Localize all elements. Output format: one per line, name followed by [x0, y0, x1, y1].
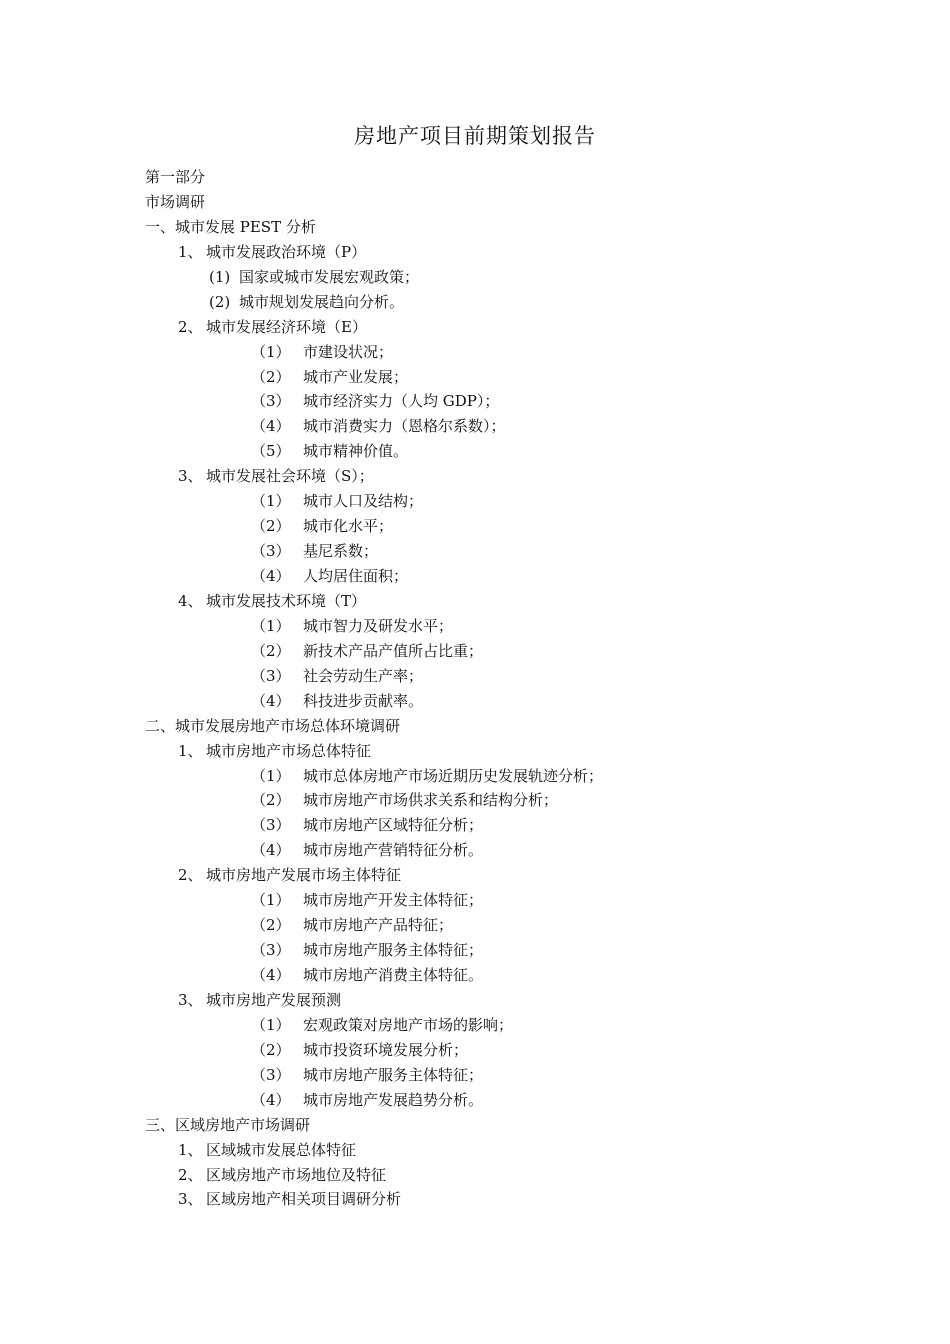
subitem-number: （4） [251, 966, 291, 984]
outline-item [145, 988, 905, 1013]
subitem-text: 城市人口及结构； [303, 492, 424, 511]
subitem-number: （1） [251, 766, 291, 785]
subitem-text: 城市智力及研发水平； [303, 616, 454, 635]
outline-subitem [145, 963, 905, 988]
outline-subitem [145, 938, 905, 963]
outline-subitem [145, 265, 905, 290]
outline-subitem [145, 340, 905, 365]
outline-subitem [145, 389, 905, 414]
subitem-number: （4） [251, 417, 291, 436]
subitem-number: （3） [251, 542, 291, 561]
outline-item [145, 1138, 905, 1163]
outline-item [145, 464, 905, 489]
outline [145, 165, 905, 1212]
item-number: 3、 [178, 990, 203, 1009]
subitem-number: （3） [251, 941, 291, 960]
subitem-text: 城市房地产消费主体特征。 [303, 966, 484, 984]
subitem-text: 城市房地产营销特征分析。 [303, 841, 484, 860]
subitem-number: （2） [251, 641, 291, 660]
subitem-number: （2） [251, 517, 291, 536]
outline-item [145, 315, 905, 340]
subitem-text: 人均居住面积； [303, 567, 409, 585]
outline-item [145, 863, 905, 888]
subitem-number: （3） [251, 666, 291, 685]
item-number: 2、 [178, 317, 203, 336]
outline-subitem [145, 838, 905, 863]
item-label: 区域房地产市场地位及特征 [206, 1165, 387, 1184]
subitem-number: （2） [251, 1040, 291, 1059]
subitem-number: （4） [251, 1090, 291, 1109]
outline-subitem [145, 913, 905, 938]
item-number: 1、 [178, 1140, 203, 1159]
subitem-text: 城市精神价值。 [303, 442, 409, 461]
subitem-text: 城市房地产区域特征分析； [303, 816, 484, 835]
outline-item [145, 1187, 905, 1212]
subitem-text: 城市房地产发展趋势分析。 [303, 1090, 484, 1109]
subitem-number: (2) [209, 292, 231, 311]
subitem-number: (1) [209, 267, 231, 286]
outline-subitem [145, 888, 905, 913]
outline-subitem [145, 614, 905, 639]
section-heading: 二、城市发展房地产市场总体环境调研 [145, 716, 401, 735]
item-number: 3、 [178, 467, 203, 486]
item-label: 城市发展政治环境（P） [206, 242, 367, 261]
outline-item [145, 1163, 905, 1188]
subitem-text: 科技进步贡献率。 [303, 691, 424, 710]
item-label: 城市房地产市场总体特征 [206, 741, 372, 760]
subitem-number: （1） [251, 891, 291, 910]
outline-subitem [145, 1063, 905, 1088]
subitem-text: 城市化水平； [303, 517, 394, 536]
item-number: 1、 [178, 741, 203, 760]
subitem-number: （1） [251, 616, 291, 635]
subitem-number: （5） [251, 442, 291, 461]
outline-subitem [145, 1013, 905, 1038]
item-label: 城市房地产发展预测 [206, 990, 342, 1009]
outline-subitem [145, 489, 905, 514]
outline-subitem [145, 514, 905, 539]
subitem-text: 城市产业发展； [303, 367, 409, 386]
section-heading: 一、城市发展 PEST 分析 [145, 217, 316, 236]
subitem-number: （3） [251, 816, 291, 835]
outline-subitem [145, 788, 905, 813]
outline-subitem [145, 564, 905, 589]
item-label: 城市发展社会环境（S）； [206, 467, 374, 486]
item-number: 2、 [178, 1165, 203, 1184]
subitem-number: （4） [251, 691, 291, 710]
subitem-text: 城市经济实力（人均 GDP）； [303, 392, 500, 411]
subitem-text: 市建设状况； [303, 342, 394, 361]
item-label: 城市房地产发展市场主体特征 [206, 866, 402, 885]
item-label: 区域房地产相关项目调研分析 [206, 1190, 402, 1209]
subitem-text: 城市房地产开发主体特征； [303, 891, 484, 910]
outline-subitem [145, 639, 905, 664]
item-number: 4、 [178, 591, 203, 610]
subitem-text: 社会劳动生产率； [303, 666, 424, 685]
part-label: 第一部分 [145, 168, 206, 186]
subitem-text: 城市规划发展趋向分析。 [239, 292, 405, 311]
subitem-text: 国家或城市发展宏观政策； [239, 267, 420, 286]
outline-subitem [145, 439, 905, 464]
subitem-text: 城市房地产服务主体特征； [303, 941, 484, 960]
document-title: 房地产项目前期策划报告 [354, 124, 596, 148]
outline-subitem [145, 1088, 905, 1113]
outline-item [145, 739, 905, 764]
outline-subitem [145, 414, 905, 439]
item-number: 1、 [178, 242, 203, 261]
outline-subitem [145, 1038, 905, 1063]
subitem-text: 城市房地产产品特征； [303, 916, 454, 935]
subitem-number: （4） [251, 841, 291, 860]
subitem-number: （1） [251, 1015, 291, 1034]
section-heading: 三、区域房地产市场调研 [145, 1115, 311, 1134]
item-number: 3、 [178, 1190, 203, 1209]
outline-subitem [145, 365, 905, 390]
outline-item [145, 240, 905, 265]
subitem-text: 城市消费实力（恩格尔系数）； [303, 417, 506, 436]
outline-subitem [145, 813, 905, 838]
outline-subitem [145, 664, 905, 689]
subitem-text: 城市房地产服务主体特征； [303, 1065, 484, 1084]
subitem-number: （1） [251, 342, 291, 361]
subitem-number: （2） [251, 367, 291, 386]
outline-subitem [145, 539, 905, 564]
subitem-text: 城市房地产市场供求关系和结构分析； [303, 791, 559, 810]
subitem-text: 基尼系数； [303, 542, 379, 561]
subitem-number: （1） [251, 492, 291, 511]
outline-subitem [145, 689, 905, 714]
subitem-number: （3） [251, 1065, 291, 1084]
item-label: 区域城市发展总体特征 [206, 1140, 357, 1159]
subitem-number: （2） [251, 916, 291, 935]
item-label: 城市发展技术环境（T） [206, 591, 367, 610]
subitem-text: 城市投资环境发展分析； [303, 1040, 469, 1059]
subitem-number: （3） [251, 392, 291, 411]
outline-item [145, 589, 905, 614]
subitem-text: 新技术产品产值所占比重； [303, 641, 484, 660]
outline-subitem [145, 764, 905, 789]
subitem-number: （4） [251, 567, 291, 585]
outline-subitem [145, 290, 905, 315]
subitem-text: 宏观政策对房地产市场的影响； [303, 1015, 514, 1034]
subitem-number: （2） [251, 791, 291, 810]
item-number: 2、 [178, 866, 203, 885]
subitem-text: 城市总体房地产市场近期历史发展轨迹分析； [303, 766, 604, 785]
item-label: 城市发展经济环境（E） [206, 317, 367, 336]
part-title: 市场调研 [145, 192, 206, 211]
